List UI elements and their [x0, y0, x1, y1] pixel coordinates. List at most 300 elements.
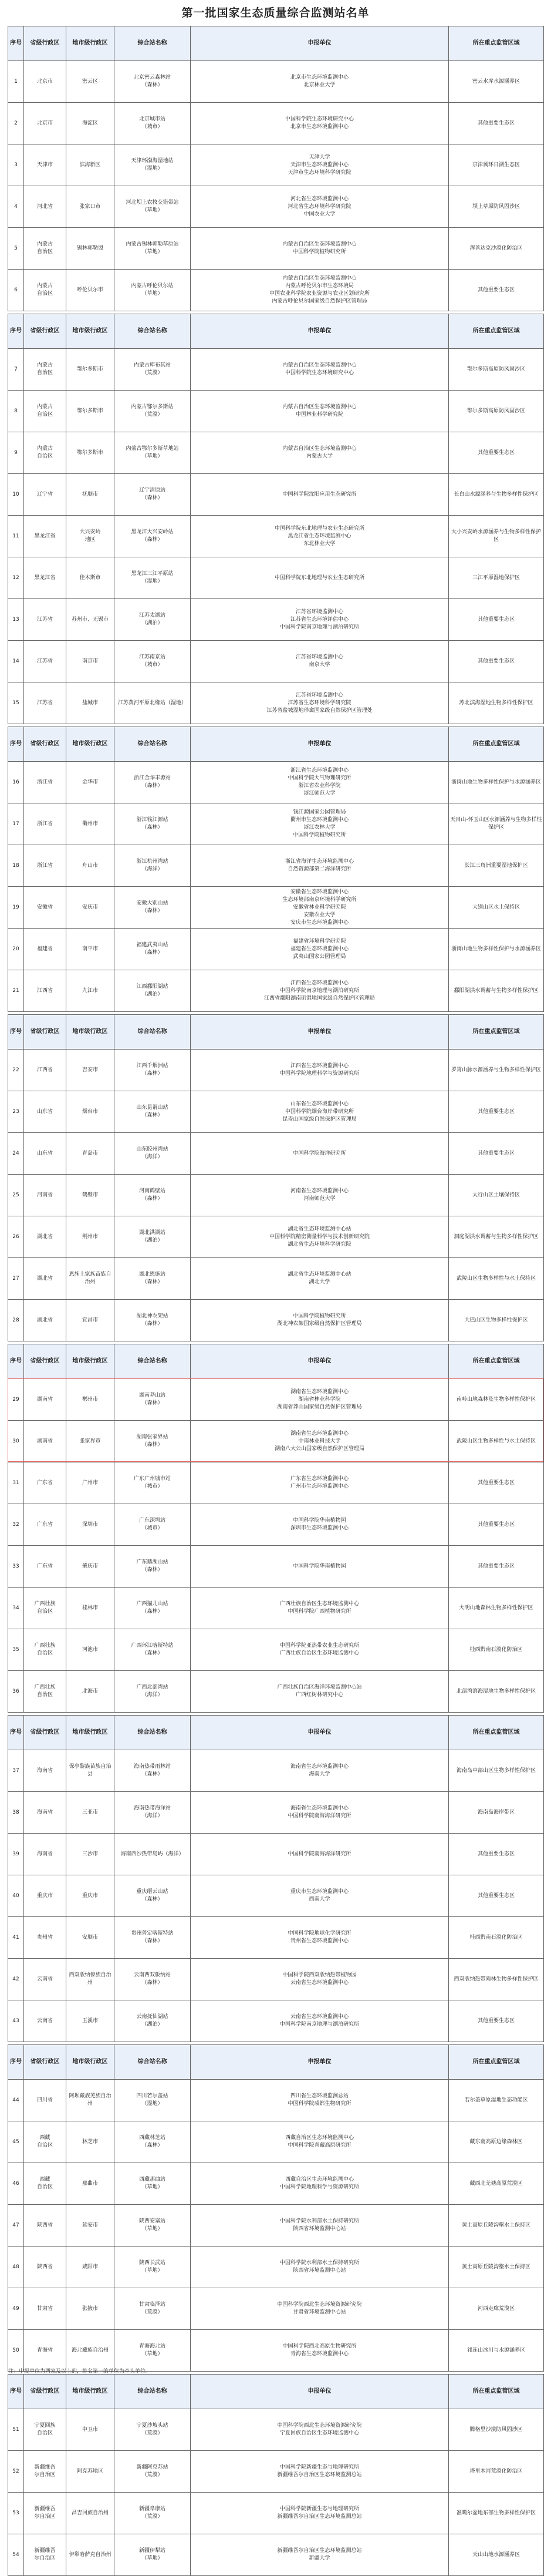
table-row — [8, 970, 544, 1012]
column-header: 序号 — [8, 314, 24, 349]
table-cell: 山东省 — [24, 1091, 66, 1133]
column-header: 所在重点监管区域 — [449, 1716, 544, 1750]
table-cell: 其他重要生态区 — [449, 1504, 544, 1546]
table-cell: 新疆维吾 尔自治区 — [24, 2451, 66, 2493]
table-cell: 苏北滨海湿地生物多样性保护区 — [449, 682, 544, 724]
column-header: 申报单位 — [191, 2375, 449, 2409]
column-header: 所在重点监管区域 — [449, 314, 544, 349]
column-header: 综合站名称 — [114, 314, 191, 349]
table-cell: 其他重要生态区 — [449, 432, 544, 474]
table-row — [8, 845, 544, 887]
table-cell: 3 — [8, 144, 24, 186]
table-cell: 海南省 — [24, 1792, 66, 1834]
table-cell: 江苏省 — [24, 641, 66, 682]
table-cell: 52 — [8, 2451, 24, 2493]
table-cell: 广西环江喀斯特站 （森林） — [114, 1629, 191, 1671]
table-cell: 安顺市 — [66, 1917, 114, 1959]
table-cell: 海南省生态环境监测中心 海南大学 — [191, 1750, 449, 1792]
table-row — [8, 1050, 544, 1091]
table-cell: 郴州市 — [66, 1379, 114, 1421]
table-cell: 内蒙古 自治区 — [24, 228, 66, 270]
table-row — [8, 1959, 544, 2000]
table-cell: 其他重要生态区 — [449, 2000, 544, 2042]
table-cell: 湖南省 — [24, 1421, 66, 1462]
table-row — [8, 1504, 544, 1546]
table-cell: 祁连山冰川与水源涵养区 — [449, 2330, 544, 2372]
table-cell: 河北坝上农牧交错带站 （草地） — [114, 186, 191, 228]
table-header-row — [8, 2375, 544, 2409]
column-header: 所在重点监管区域 — [449, 26, 544, 61]
column-header: 地市级行政区 — [66, 1344, 114, 1379]
table-cell: 南岭山地森林及生物多样性保护区 — [449, 1379, 544, 1421]
table-cell: 伊犁哈萨克自治州 — [66, 2534, 114, 2576]
table-cell: 山东胶州湾站 （海洋） — [114, 1133, 191, 1175]
table-cell: 新疆维吾 尔自治区 — [24, 2493, 66, 2534]
table-cell: 54 — [8, 2534, 24, 2576]
table-cell: 西藏自治区生态环境监测中心 中国科学院地理科学与资源研究所 — [191, 2163, 449, 2205]
table-row — [8, 929, 544, 970]
table-cell: 中国科学院沈阳应用生态研究所 — [191, 474, 449, 516]
column-header: 地市级行政区 — [66, 2045, 114, 2080]
table-row — [8, 1421, 544, 1462]
table-cell: 中国科学院新疆生态与地理研究所 新疆维吾尔自治区生态环境监测总站 — [191, 2493, 449, 2534]
table-cell: 8 — [8, 391, 24, 432]
table-cell: 宁夏沙坡头站 （荒漠） — [114, 2409, 191, 2451]
table-cell: 19 — [8, 887, 24, 929]
table-cell: 江苏省 — [24, 682, 66, 724]
table-cell: 青海海北站 （草地） — [114, 2330, 191, 2372]
column-header: 地市级行政区 — [66, 26, 114, 61]
table-cell: 16 — [8, 762, 24, 803]
table-row — [8, 432, 544, 474]
table-cell: 6 — [8, 270, 24, 311]
table-cell: 48 — [8, 2247, 24, 2288]
column-header: 省级行政区 — [24, 2045, 66, 2080]
table-cell: 鄂尔多斯高原防风固沙区 — [449, 391, 544, 432]
table-cell: 准噶尔盆地东部生物多样性保护区 — [449, 2493, 544, 2534]
table-cell: 盐城市 — [66, 682, 114, 724]
table-cell: 内蒙古自治区生态环境监测中心 中国科学院植物研究所 — [191, 228, 449, 270]
table-cell: 北京市 — [24, 61, 66, 103]
table-cell: 15 — [8, 682, 24, 724]
station-table — [8, 26, 544, 2576]
table-cell: 桂西黔南石漠化防治区 — [449, 1917, 544, 1959]
table-cell: 安庆市 — [66, 887, 114, 929]
column-header: 综合站名称 — [114, 727, 191, 762]
column-header: 省级行政区 — [24, 1015, 66, 1050]
table-cell: 其他重要生态区 — [449, 599, 544, 641]
table-cell: 内蒙古鄂尔多斯站 （荒漠） — [114, 391, 191, 432]
table-cell: 10 — [8, 474, 24, 516]
table-row — [8, 2409, 544, 2451]
table-cell: 其他重要生态区 — [449, 270, 544, 311]
table-cell: 其他重要生态区 — [449, 1834, 544, 1875]
table-cell: 黄土高原丘陵沟壑水土保持区 — [449, 2247, 544, 2288]
table-row — [8, 2451, 544, 2493]
table-row — [8, 1750, 544, 1792]
table-cell: 32 — [8, 1504, 24, 1546]
table-cell: 广西北部湾站 （海洋） — [114, 1671, 191, 1713]
table-cell: 新疆维吾 尔自治区 — [24, 2534, 66, 2576]
table-cell: 肇庆市 — [66, 1546, 114, 1588]
table-cell: 2 — [8, 103, 24, 144]
table-cell: 荆州市 — [66, 1216, 114, 1258]
table-cell: 46 — [8, 2163, 24, 2205]
table-cell: 黑龙江三江平原站 （湿地） — [114, 557, 191, 599]
table-cell: 鄱阳湖洪水调蓄与生物多样性保护区 — [449, 970, 544, 1012]
table-cell: 广西壮族 自治区 — [24, 1671, 66, 1713]
table-cell: 中国科学院水利部水土保持研究所 陕西省环境监测中心站 — [191, 2205, 449, 2247]
table-cell: 钱江源国家公园管理局 衢州市生态环境监测中心 浙江农林大学 中国科学院植物研究所 — [191, 803, 449, 845]
table-cell: 内蒙古自治区生态环境监测中心 中国林业科学研究院 — [191, 391, 449, 432]
table-cell: 其他重要生态区 — [449, 103, 544, 144]
table-cell: 黑龙江省 — [24, 516, 66, 557]
table-cell: 福建省环境科学研究院 福建省生态环境监测中心 武夷山国家公园管理局 — [191, 929, 449, 970]
table-row — [8, 2288, 544, 2330]
table-cell: 江苏省环境监测中心 南京大学 — [191, 641, 449, 682]
table-cell: 内蒙古自治区生态环境监测中心 中国科学院生态环境研究中心 — [191, 349, 449, 391]
table-cell: 50 — [8, 2330, 24, 2372]
table-cell: 浙闽山地生物多样性保护与水源涵养区 — [449, 929, 544, 970]
table-cell: 河南省生态环境监测中心 河南师范大学 — [191, 1175, 449, 1216]
table-cell: 京津冀环日湖生态区 — [449, 144, 544, 186]
table-cell: 中卫市 — [66, 2409, 114, 2451]
table-cell: 中国科学院水利部水土保持研究所 陕西省环境监测中心站 — [191, 2247, 449, 2288]
table-cell: 湖北省生态环境监测中心站 湖北大学 — [191, 1258, 449, 1300]
table-cell: 辽宁省 — [24, 474, 66, 516]
table-row — [8, 474, 544, 516]
table-cell: 江苏黄河平原北缘站（湿地） — [114, 682, 191, 724]
table-cell: 广东广州城市站 （城市） — [114, 1462, 191, 1504]
table-row — [8, 103, 544, 144]
table-cell: 广东深圳站 （城市） — [114, 1504, 191, 1546]
table-cell: 吉安市 — [66, 1050, 114, 1091]
table-cell: 佳木斯市 — [66, 557, 114, 599]
table-cell: 中国科学院植物研究所 湖北神农架国家级自然保护区管理局 — [191, 1300, 449, 1341]
table-cell: 内蒙古鄂尔多斯草地站 （草地） — [114, 432, 191, 474]
table-cell: 鄂尔多斯高原防风固沙区 — [449, 349, 544, 391]
table-cell: 西藏 自治区 — [24, 2121, 66, 2163]
table-cell: 鄂尔多斯市 — [66, 432, 114, 474]
table-cell: 江苏南京站 （城市） — [114, 641, 191, 682]
table-row — [8, 1300, 544, 1341]
table-cell: 湖北省 — [24, 1300, 66, 1341]
table-cell: 38 — [8, 1792, 24, 1834]
table-cell: 大巴山区生物多样性保护区 — [449, 1300, 544, 1341]
table-row — [8, 887, 544, 929]
table-row — [8, 1462, 544, 1504]
table-cell: 重庆市 — [66, 1875, 114, 1917]
table-row — [8, 641, 544, 682]
table-cell: 湖南张家界站 （森林） — [114, 1421, 191, 1462]
table-row — [8, 2121, 544, 2163]
column-header: 省级行政区 — [24, 2375, 66, 2409]
table-header-row — [8, 1344, 544, 1379]
table-cell: 河南鹤壁站 （森林） — [114, 1175, 191, 1216]
column-header: 序号 — [8, 2375, 24, 2409]
table-cell: 湖北省 — [24, 1216, 66, 1258]
table-cell: 衢州市 — [66, 803, 114, 845]
column-header: 综合站名称 — [114, 1716, 191, 1750]
table-cell: 海淀区 — [66, 103, 114, 144]
table-cell: 三亚市 — [66, 1792, 114, 1834]
table-cell: 河南省 — [24, 1175, 66, 1216]
table-cell: 重庆市生态环境监测中心 西南大学 — [191, 1875, 449, 1917]
table-row — [8, 1588, 544, 1629]
table-cell: 中国科学院海洋研究所 — [191, 1133, 449, 1175]
table-cell: 12 — [8, 557, 24, 599]
table-cell: 中国科学院地球化学研究所 贵州省生态环境监测中心 — [191, 1917, 449, 1959]
table-cell: 三江平原湿地保护区 — [449, 557, 544, 599]
table-cell: 广东省 — [24, 1462, 66, 1504]
column-header: 综合站名称 — [114, 1015, 191, 1050]
table-cell: 锡林郭勒盟 — [66, 228, 114, 270]
table-row — [8, 599, 544, 641]
table-cell: 其他重要生态区 — [449, 641, 544, 682]
table-row — [8, 2000, 544, 2042]
table-cell: 宜昌市 — [66, 1300, 114, 1341]
table-cell: 内蒙古 自治区 — [24, 391, 66, 432]
table-row — [8, 2534, 544, 2576]
table-cell: 九江市 — [66, 970, 114, 1012]
table-header-row — [8, 2045, 544, 2080]
column-header: 综合站名称 — [114, 2045, 191, 2080]
table-cell: 湖北恩施站 （森林） — [114, 1258, 191, 1300]
column-header: 省级行政区 — [24, 727, 66, 762]
table-row — [8, 557, 544, 599]
table-cell: 内蒙古自治区生态环境监测中心 内蒙古大学 — [191, 432, 449, 474]
table-cell: 24 — [8, 1133, 24, 1175]
table-cell: 天目山-怀玉山区水源涵养与生物多样性保护区 — [449, 803, 544, 845]
table-cell: 21 — [8, 970, 24, 1012]
table-cell: 山东省 — [24, 1133, 66, 1175]
table-cell: 云南抚仙湖站 （湖泊） — [114, 2000, 191, 2042]
table-cell: 湖北神农架站 （森林） — [114, 1300, 191, 1341]
table-cell: 延安市 — [66, 2205, 114, 2247]
table-cell: 浑善达克沙漠化防治区 — [449, 228, 544, 270]
table-cell: 内蒙古自治区生态环境监测中心 内蒙古呼伦贝尔市生态环境局 中国农业科学院农业资源与农业区划研究所 内蒙古呼伦贝尔国家级自然保护区管理局 — [191, 270, 449, 311]
table-header-row — [8, 1716, 544, 1750]
table-cell: 18 — [8, 845, 24, 887]
table-cell: 其他重要生态区 — [449, 1546, 544, 1588]
column-header: 省级行政区 — [24, 26, 66, 61]
table-cell: 内蒙古 自治区 — [24, 270, 66, 311]
table-cell: 浙江杭州湾站 （海洋） — [114, 845, 191, 887]
table-cell: 贵州省 — [24, 1917, 66, 1959]
table-cell: 江西省生态环境监测中心 中国科学院地理科学与资源研究所 — [191, 1050, 449, 1091]
table-row — [8, 2493, 544, 2534]
table-cell: 陕西安塞站 （草地） — [114, 2205, 191, 2247]
table-cell: 北海市 — [66, 1671, 114, 1713]
table-cell: 海南省 — [24, 1834, 66, 1875]
table-cell: 广东省 — [24, 1546, 66, 1588]
column-header: 申报单位 — [191, 1716, 449, 1750]
table-cell: 广西壮族 自治区 — [24, 1588, 66, 1629]
column-header: 所在重点监管区域 — [449, 2375, 544, 2409]
table-cell: 鄂尔多斯市 — [66, 391, 114, 432]
table-cell: 长江三角洲重要湿地保护区 — [449, 845, 544, 887]
table-cell: 中国科学院新疆生态与地理研究所 新疆维吾尔自治区生态环境监测总站 — [191, 2451, 449, 2493]
table-cell: 天山山地水源涵养区 — [449, 2534, 544, 2576]
table-cell: 天津环渤海湿地站 （湿地） — [114, 144, 191, 186]
table-cell: 中国科学院西北高原生物研究所 青海省生态环境监测中心 — [191, 2330, 449, 2372]
table-cell: 桂林市 — [66, 1588, 114, 1629]
table-cell: 海南热带雨林站 （森林） — [114, 1750, 191, 1792]
table-cell: 30 — [8, 1421, 24, 1462]
table-cell: 大兴安岭 地区 — [66, 516, 114, 557]
table-cell: 福建武夷山站 （森林） — [114, 929, 191, 970]
table-cell: 北部湾滨海湿地生物多样性保护区 — [449, 1671, 544, 1713]
table-cell: 呼伦贝尔市 — [66, 270, 114, 311]
table-row — [8, 1875, 544, 1917]
table-row — [8, 1917, 544, 1959]
column-header: 申报单位 — [191, 2045, 449, 2080]
table-cell: 广东鼎湖山站 （森林） — [114, 1546, 191, 1588]
column-header: 地市级行政区 — [66, 1716, 114, 1750]
table-cell: 广西壮族自治区海洋环境监测中心站 广西红树林研究中心 — [191, 1671, 449, 1713]
table-cell: 29 — [8, 1379, 24, 1421]
table-cell: 青海省 — [24, 2330, 66, 2372]
table-cell: 湖北省 — [24, 1258, 66, 1300]
table-cell: 藏西北羌塘高原荒漠区 — [449, 2163, 544, 2205]
table-cell: 河西走廊荒漠区 — [449, 2288, 544, 2330]
table-cell: 中国科学院东北地理与农业生态研究所 黑龙江省生态环境监测中心 东北林业大学 — [191, 516, 449, 557]
table-cell: 三沙市 — [66, 1834, 114, 1875]
table-cell: 新疆维吾尔自治区生态环境监测总站 新疆大学 — [191, 2534, 449, 2576]
table-row — [8, 391, 544, 432]
table-cell: 37 — [8, 1750, 24, 1792]
column-header: 综合站名称 — [114, 26, 191, 61]
table-cell: 四川省生态环境监测总站 中国科学院成都生物研究所 — [191, 2080, 449, 2121]
table-cell: 北京城市站 （城市） — [114, 103, 191, 144]
table-cell: 大小兴安岭水源涵养与生物多样性保护区 — [449, 516, 544, 557]
table-row — [8, 2205, 544, 2247]
table-cell: 四川省 — [24, 2080, 66, 2121]
table-cell: 武陵山区生物多样性与水土保持区 — [449, 1421, 544, 1462]
table-cell: 53 — [8, 2493, 24, 2534]
table-cell: 河北省 — [24, 186, 66, 228]
table-cell: 云南省生态环境监测中心 中国科学院南京地理与湖泊研究所 — [191, 2000, 449, 2042]
table-cell: 浙江省 — [24, 845, 66, 887]
table-cell: 新疆阿克苏站 （荒漠） — [114, 2451, 191, 2493]
table-cell: 青岛市 — [66, 1133, 114, 1175]
table-cell: 41 — [8, 1917, 24, 1959]
table-cell: 广东省生态环境监测中心 广州市生态环境监测中心 — [191, 1462, 449, 1504]
table-cell: 河北省生态环境监测中心 河北省生态环境科学研究院 中国农业大学 — [191, 186, 449, 228]
table-cell: 江西省生态环境监测中心 中国科学院南京地理与湖泊研究所 江西省鄱阳湖南矶湿地国家级自然保护区管理局 — [191, 970, 449, 1012]
table-cell: 35 — [8, 1629, 24, 1671]
table-cell: 张掖市 — [66, 2288, 114, 2330]
footnote: 注：申报单位为两家及以上的，排名第一的单位为牵头单位。 — [8, 2369, 151, 2375]
table-cell: 安徽大别山站 （森林） — [114, 887, 191, 929]
table-cell: 甘肃省 — [24, 2288, 66, 2330]
table-cell: 深圳市 — [66, 1504, 114, 1546]
column-header: 综合站名称 — [114, 2375, 191, 2409]
table-cell: 苏州市、无锡市 — [66, 599, 114, 641]
page-title: 第一批国家生态质量综合监测站名单 — [181, 6, 370, 19]
table-cell: 舟山市 — [66, 845, 114, 887]
table-cell: 桂西黔南石漠化防治区 — [449, 1629, 544, 1671]
table-row — [8, 516, 544, 557]
column-header: 地市级行政区 — [66, 2375, 114, 2409]
table-cell: 湖南省生态环境监测中心 中南林业科技大学 湖南八大公山国家级自然保护区管理局 — [191, 1421, 449, 1462]
table-cell: 28 — [8, 1300, 24, 1341]
table-cell: 甘肃临泽站 （荒漠） — [114, 2288, 191, 2330]
table-cell: 山东省生态环境监测中心 中国科学院烟台海岸带研究所 昆嵛山国家级自然保护区管理局 — [191, 1091, 449, 1133]
table-row — [8, 186, 544, 228]
table-cell: 江苏省环境监测中心 江苏省生态环境评估中心 中国科学院南京地理与湖泊研究所 — [191, 599, 449, 641]
column-header: 省级行政区 — [24, 314, 66, 349]
column-header: 序号 — [8, 2045, 24, 2080]
column-header: 序号 — [8, 26, 24, 61]
column-header: 申报单位 — [191, 1015, 449, 1050]
table-cell: 海南岛海岸带区 — [449, 1792, 544, 1834]
table-cell: 黑龙江大兴安岭站 （森林） — [114, 516, 191, 557]
table-cell: 5 — [8, 228, 24, 270]
table-cell: 44 — [8, 2080, 24, 2121]
column-header: 序号 — [8, 1716, 24, 1750]
table-row — [8, 1133, 544, 1175]
table-row — [8, 2247, 544, 2288]
table-cell: 中国科学院生态环境研究中心 北京市生态环境监测中心 — [191, 103, 449, 144]
table-cell: 昌吉回族自治州 — [66, 2493, 114, 2534]
table-cell: 天津市 — [24, 144, 66, 186]
table-cell: 浙闽山地生物多样性保护与水源涵养区 — [449, 762, 544, 803]
table-cell: 江苏太湖站 （湖泊） — [114, 599, 191, 641]
table-cell: 湖南省生态环境监测中心 湖南省林业科学院 湖南省莽山国家级自然保护区管理局 — [191, 1379, 449, 1421]
table-cell: 张家口市 — [66, 186, 114, 228]
column-header: 所在重点监管区域 — [449, 1344, 544, 1379]
table-cell: 广西壮族自治区生态环境监测中心 中国科学院广西植物研究所 — [191, 1588, 449, 1629]
column-header: 申报单位 — [191, 314, 449, 349]
table-cell: 中国科学院西北生态环境资源研究院 甘肃省环境监测中心站 — [191, 2288, 449, 2330]
table-cell: 江西千烟洲站 （森林） — [114, 1050, 191, 1091]
table-cell: 内蒙古呼伦贝尔站 （草地） — [114, 270, 191, 311]
table-cell: 福建省 — [24, 929, 66, 970]
table-cell: 26 — [8, 1216, 24, 1258]
column-header: 省级行政区 — [24, 1716, 66, 1750]
column-header: 序号 — [8, 727, 24, 762]
table-row — [8, 1175, 544, 1216]
table-cell: 浙江金华丰源站 （森林） — [114, 762, 191, 803]
table-cell: 36 — [8, 1671, 24, 1713]
table-cell: 海北藏族自治州 — [66, 2330, 114, 2372]
table-cell: 山东昆嵛山站 （森林） — [114, 1091, 191, 1133]
table-cell: 湖南省 — [24, 1379, 66, 1421]
table-cell: 广州市 — [66, 1462, 114, 1504]
table-cell: 密云区 — [66, 61, 114, 103]
table-row — [8, 2163, 544, 2205]
table-cell: 42 — [8, 1959, 24, 2000]
table-cell: 其他重要生态区 — [449, 1875, 544, 1917]
table-cell: 云南省 — [24, 1959, 66, 2000]
table-cell: 7 — [8, 349, 24, 391]
table-cell: 北京市 — [24, 103, 66, 144]
table-cell: 陕西省 — [24, 2247, 66, 2288]
table-cell: 20 — [8, 929, 24, 970]
table-row — [8, 1091, 544, 1133]
table-cell: 中国科学院华南植物园 深圳市生态环境监测中心 — [191, 1504, 449, 1546]
table-cell: 江苏省 — [24, 599, 66, 641]
table-cell: 滨海新区 — [66, 144, 114, 186]
table-cell: 34 — [8, 1588, 24, 1629]
table-cell: 海南省 — [24, 1750, 66, 1792]
table-row — [8, 1629, 544, 1671]
column-header: 申报单位 — [191, 1344, 449, 1379]
table-cell: 陕西长武站 （草地） — [114, 2247, 191, 2288]
table-cell: 43 — [8, 2000, 24, 2042]
table-cell: 玉溪市 — [66, 2000, 114, 2042]
